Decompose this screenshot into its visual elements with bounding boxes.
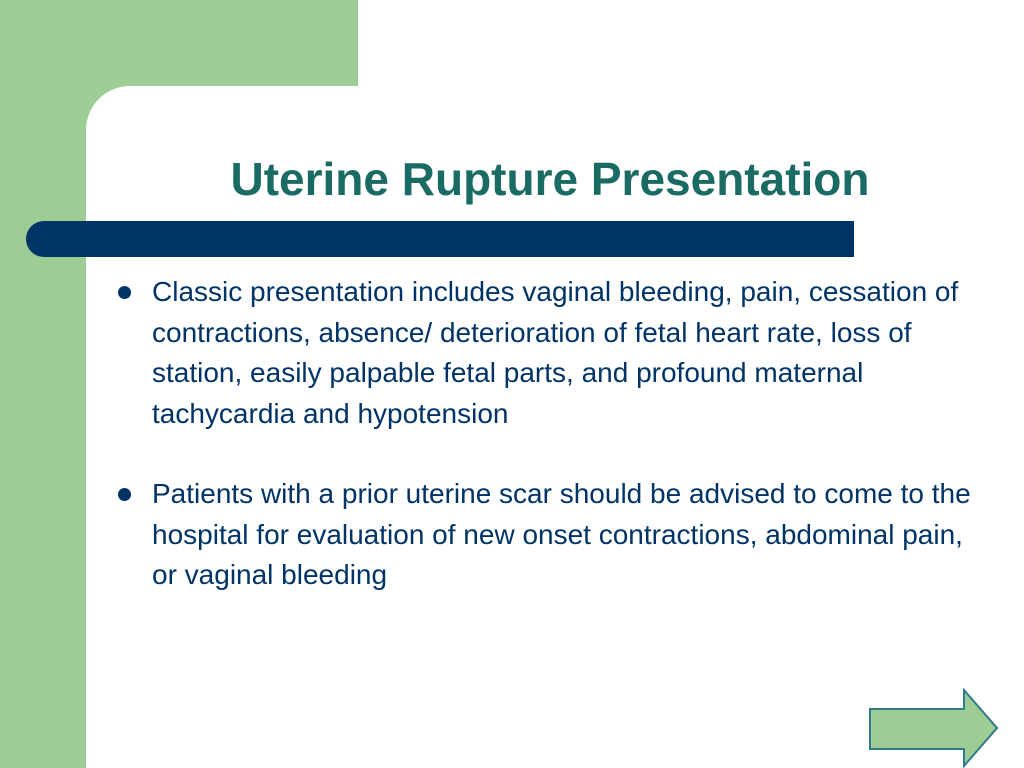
bullet-item: [112, 474, 992, 596]
right-arrow-icon: [870, 690, 997, 766]
bullet-list: [112, 272, 992, 636]
bullet-dot-icon: [118, 286, 131, 299]
bullet-text: Patients with a prior uterine scar should be advised to come to the hospital for evaluation of new onset contractions, abdominal pain, or vaginal bleeding: [152, 478, 971, 590]
bullet-dot-icon: [118, 488, 131, 501]
next-slide-button[interactable]: [868, 688, 1000, 768]
slide-title: Uterine Rupture Presentation: [230, 153, 870, 205]
title-underline-bar: [26, 221, 854, 257]
bullet-item: [112, 272, 992, 434]
bullet-text: Classic presentation includes vaginal bleeding, pain, cessation of contractions, absence/ deterioration of fetal heart rate, loss of station, easily palpable fetal parts, and profound maternal tachycardia and hypotension: [152, 276, 959, 429]
